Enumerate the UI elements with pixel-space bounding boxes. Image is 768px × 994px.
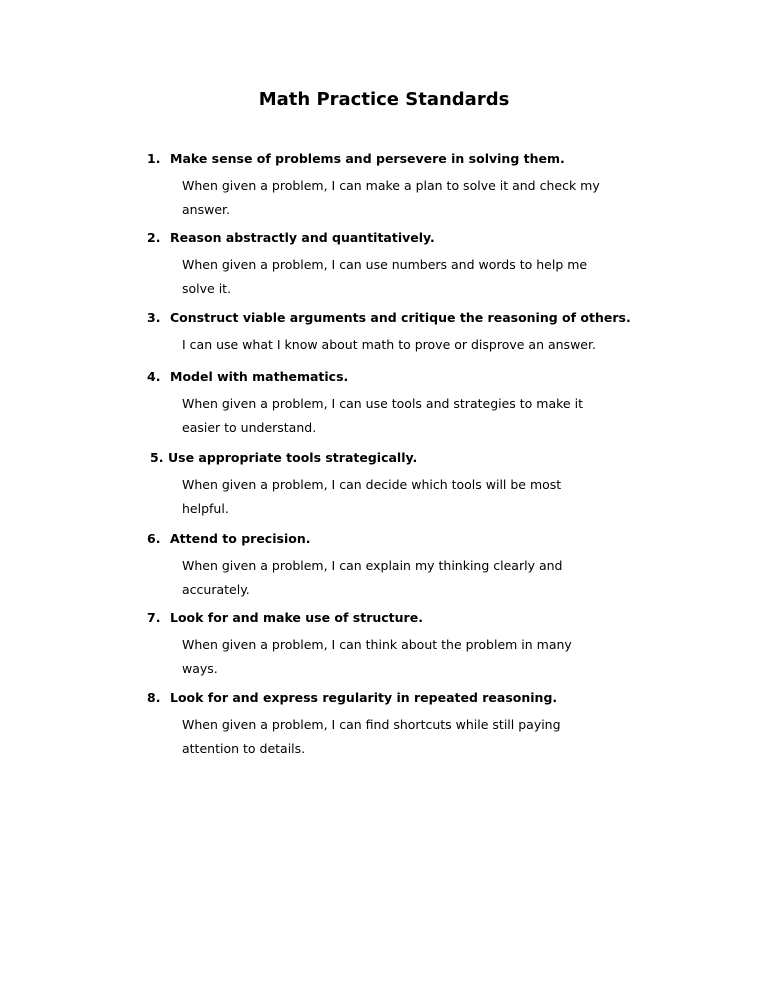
standard-heading bbox=[147, 531, 310, 546]
standard-description: When given a problem, I can make a plan to solve it and check my answer. bbox=[182, 178, 600, 217]
standard-heading bbox=[150, 450, 417, 465]
standard-heading bbox=[147, 610, 423, 625]
standard-heading bbox=[147, 310, 631, 325]
standard-description: When given a problem, I can use tools and strategies to make it easier to understand. bbox=[182, 396, 583, 435]
standard-description: When given a problem, I can use numbers and words to help me solve it. bbox=[182, 257, 588, 296]
standard-heading bbox=[147, 369, 348, 384]
standard-heading-text: Attend to precision. bbox=[170, 531, 311, 546]
standard-number: 2. bbox=[147, 230, 161, 245]
standard-number: 7. bbox=[147, 610, 161, 625]
standard-heading-text: Model with mathematics. bbox=[170, 369, 349, 384]
standard-heading-text: Look for and make use of structure. bbox=[170, 610, 423, 625]
standard-heading-text: Construct viable arguments and critique the reasoning of others. bbox=[170, 310, 631, 325]
standard-description: I can use what I know about math to prove or disprove an answer. bbox=[182, 337, 596, 352]
standard-description: When given a problem, I can explain my thinking clearly and accurately. bbox=[182, 558, 563, 597]
standard-description: When given a problem, I can find shortcuts while still paying attention to details. bbox=[182, 717, 561, 756]
standard-heading-text: Use appropriate tools strategically. bbox=[168, 450, 418, 465]
standard-number: 3. bbox=[147, 310, 161, 325]
standard-number: 4. bbox=[147, 369, 161, 384]
standard-heading bbox=[147, 230, 435, 245]
standard-number: 6. bbox=[147, 531, 161, 546]
standard-heading-text: Look for and express regularity in repeated reasoning. bbox=[170, 690, 558, 705]
page-title: Math Practice Standards bbox=[258, 89, 510, 110]
standard-number: 1. bbox=[147, 151, 161, 166]
standard-number: 8. bbox=[147, 690, 161, 705]
standard-number: 5. bbox=[150, 450, 164, 465]
standard-heading bbox=[147, 151, 565, 166]
standard-heading-text: Make sense of problems and persevere in solving them. bbox=[170, 151, 565, 166]
standard-heading bbox=[147, 690, 557, 705]
standard-description: When given a problem, I can decide which tools will be most helpful. bbox=[182, 477, 562, 516]
standard-description: When given a problem, I can think about the problem in many ways. bbox=[182, 637, 572, 676]
standard-heading-text: Reason abstractly and quantitatively. bbox=[170, 230, 435, 245]
